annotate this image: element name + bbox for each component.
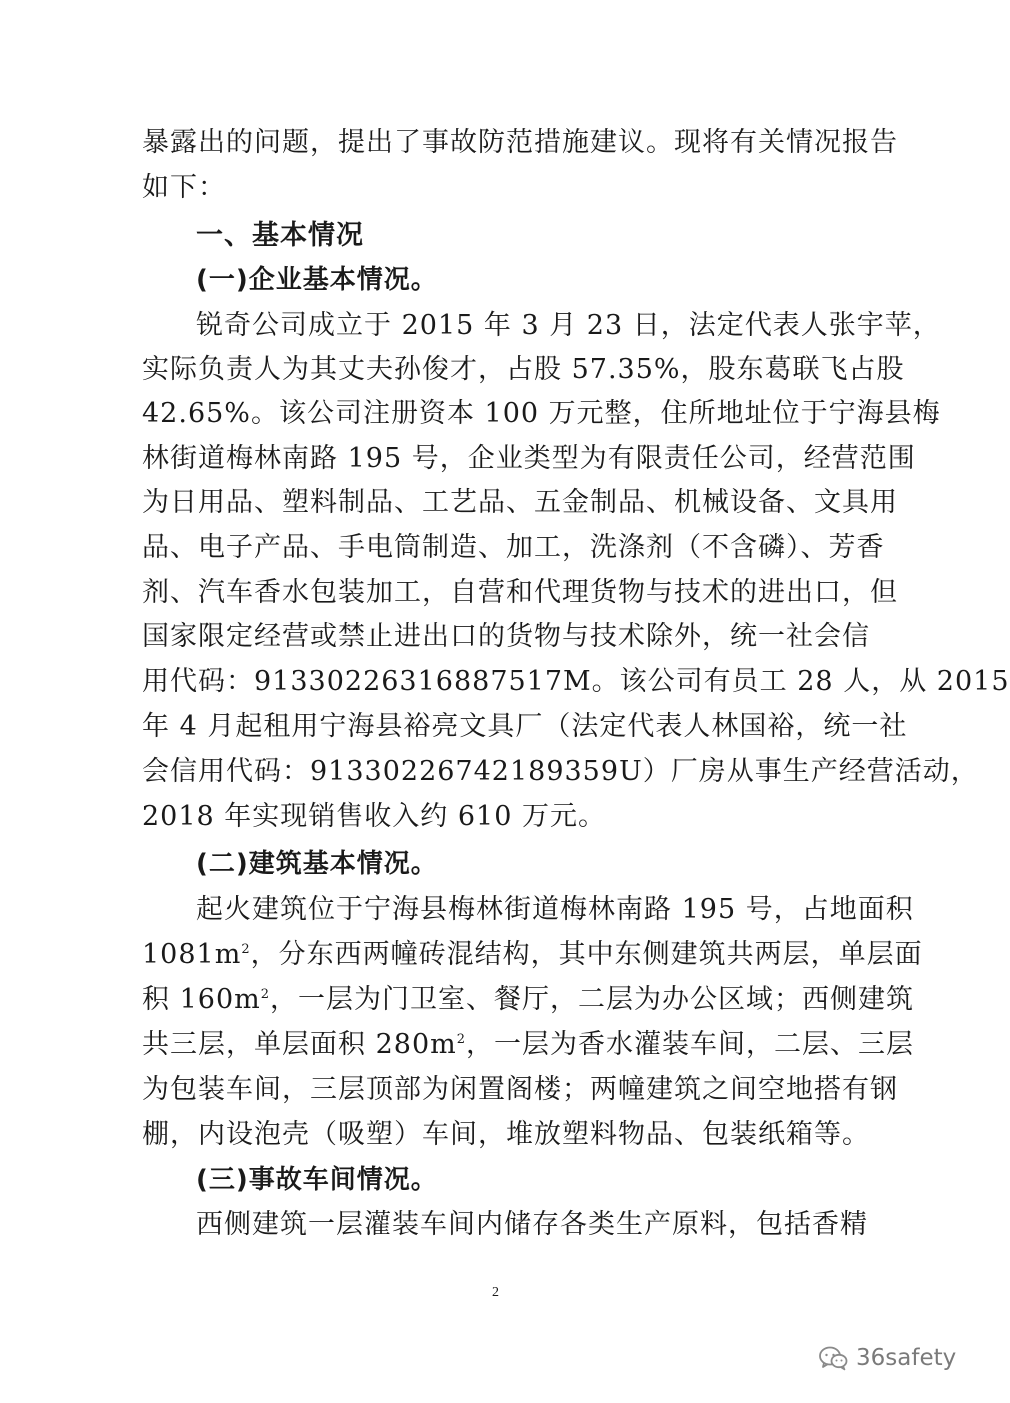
- superscript: 2: [241, 942, 251, 957]
- body-line: 锐奇公司成立于 2015 年 3 月 23 日，法定代表人张宇苹，: [196, 310, 941, 341]
- body-line: 积 $160m^2$，一层为门卫室、餐厅，二层为办公区域；西侧建筑: [142, 984, 915, 1015]
- watermark: [818, 1340, 956, 1376]
- body-line: 如下：: [142, 172, 226, 203]
- wechat-icon: [818, 1345, 848, 1371]
- body-line: 国家限定经营或禁止进出口的货物与技术除外，统一社会信: [142, 621, 870, 652]
- subsection-heading: (二)建筑基本情况。: [196, 849, 438, 879]
- body-line: 为包装车间，三层顶部为闲置阁楼；两幢建筑之间空地搭有钢: [142, 1074, 898, 1105]
- body-line: $1081m^2$，分东西两幢砖混结构，其中东侧建筑共两层，单层面: [142, 939, 923, 970]
- body-line: 用代码：91330226316887517M。该公司有员工 28 人，从 2015: [142, 666, 1010, 697]
- body-line: 为日用品、塑料制品、工艺品、五金制品、机械设备、文具用: [142, 487, 898, 518]
- body-line: 暴露出的问题，提出了事故防范措施建议。现将有关情况报告: [142, 127, 898, 158]
- body-line: 剂、汽车香水包装加工，自营和代理货物与技术的进出口，但: [142, 577, 898, 608]
- body-line: 西侧建筑一层灌装车间内储存各类生产原料，包括香精: [196, 1209, 868, 1240]
- page-number: 2: [492, 1285, 499, 1300]
- body-line: 品、电子产品、手电筒制造、加工，洗涤剂（不含磷）、芳香: [142, 532, 885, 563]
- body-line: 年 4 月起租用宁海县裕亮文具厂（法定代表人林国裕，统一社: [142, 711, 908, 742]
- body-line: 2018 年实现销售收入约 610 万元。: [142, 801, 606, 832]
- superscript: 2: [260, 987, 271, 1002]
- body-line: 会信用代码：91330226742189359U）厂房从事生产经营活动，: [142, 756, 979, 787]
- body-line: 共三层，单层面积 $280m^2$，一层为香水灌装车间，二层、三层: [142, 1029, 915, 1060]
- superscript: 2: [456, 1032, 467, 1047]
- body-line: 42.65%。该公司注册资本 100 万元整，住所地址位于宁海县梅: [142, 398, 941, 429]
- body-line: 林街道梅林南路 195 号，企业类型为有限责任公司，经营范围: [142, 443, 916, 474]
- body-line: 实际负责人为其丈夫孙俊才，占股 57.35%，股东葛联飞占股: [142, 354, 905, 385]
- subsection-heading: (三)事故车间情况。: [196, 1165, 438, 1195]
- body-line: 起火建筑位于宁海县梅林街道梅林南路 195 号，占地面积: [196, 894, 914, 925]
- section-heading: 一、基本情况: [196, 220, 364, 251]
- watermark-text: 36safety: [856, 1345, 957, 1371]
- subsection-heading: (一)企业基本情况。: [196, 265, 438, 295]
- body-line: 棚，内设泡壳（吸塑）车间，堆放塑料物品、包装纸箱等。: [142, 1119, 870, 1150]
